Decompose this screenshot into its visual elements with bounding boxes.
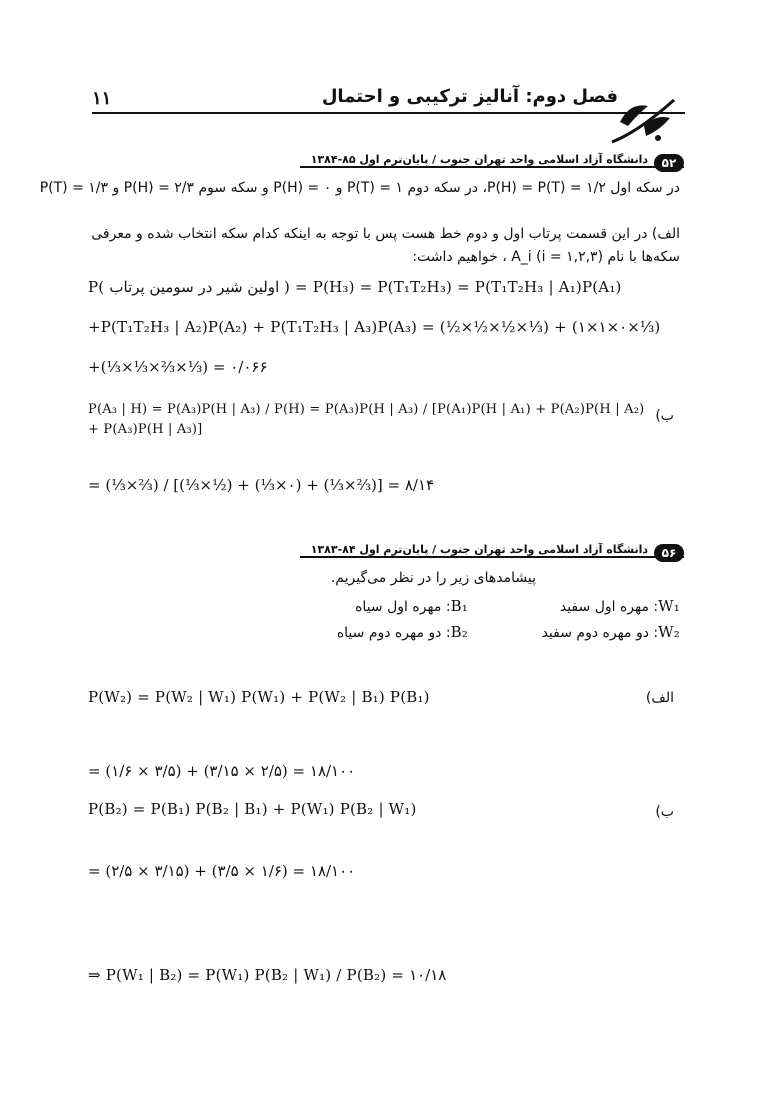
question-56-header [300, 538, 684, 560]
question-52-source: دانشگاه آزاد اسلامی واحد تهران جنوب / پایان‌ترم اول ۸۵-۱۳۸۴ [310, 153, 648, 166]
q52-part-b-label: ب) [655, 408, 674, 424]
question-52-number: ۵۲ [654, 154, 684, 172]
q56-part-a-label: الف) [645, 690, 674, 706]
event-w1: W₁: مهره اول سفید [559, 597, 680, 615]
q52-equation-1: P( اولین شیر در سومین پرتاب ) = P(H₃) = P(T₁T₂H₃) = P(T₁T₂H₃ | A₁)P(A₁) [88, 278, 622, 296]
question-52-header [300, 148, 684, 170]
event-w2: W₂: دو مهره دوم سفید [541, 623, 680, 641]
q56-equation-a2: = (۱/۶ × ۳/۵) + (۳/۱۵ × ۲/۵) = ۱۸/۱۰۰ [88, 762, 356, 780]
q52-equation-3: +(⅓×⅓×⅔×⅓) = ۰/۰۶۶ [88, 358, 268, 376]
q52-intro: در سکه اول ۱/۲ = P(H) = P(T)، در سکه دوم ۱ = P(T) و ۰ = P(H) و سکه سوم ۲/۳ = P(H) و ۱/۳ = P(T) [39, 180, 680, 196]
q56-equation-b2: = (۲/۵ × ۳/۱۵) + (۳/۵ × ۱/۶) = ۱۸/۱۰۰ [88, 862, 356, 880]
event-w1-label: : مهره اول سفید [559, 599, 659, 615]
question-56-source: دانشگاه آزاد اسلامی واحد تهران جنوب / پایان‌ترم اول ۸۴-۱۳۸۳ [310, 543, 648, 556]
q56-equation-b3: ⇒ P(W₁ | B₂) = P(W₁) P(B₂ | W₁) / P(B₂) = ۱۰/۱۸ [88, 966, 447, 984]
q56-intro: پیشامدهای زیر را در نظر می‌گیریم. [330, 570, 536, 586]
event-w2-label: : دو مهره دوم سفید [541, 625, 659, 641]
q52-equation-5: = (⅓×⅔) / [(⅓×½) + (⅓×۰) + (⅓×⅔)] = ۸/۱۴ [88, 476, 435, 494]
q52-equation-4: P(A₃ | H) = P(A₃)P(H | A₃) / P(H) = P(A₃)P(H | A₃) / [P(A₁)P(H | A₁) + P(A₂)P(H | A₂) + P(A₃)P(H | A₃)] [88, 402, 645, 437]
q56-equation-a1: P(W₂) = P(W₂ | W₁) P(W₁) + P(W₂ | B₁) P(B₁) [88, 688, 430, 706]
q52-part-a-line1: الف) در این قسمت پرتاب اول و دوم خط هست پس با توجه به اینکه کدام سکه انتخاب شده و معرفی [91, 226, 680, 242]
question-56-number: ۵۶ [654, 544, 684, 562]
q56-equation-b1: P(B₂) = P(B₁) P(B₂ | B₁) + P(W₁) P(B₂ | W₁) [88, 800, 417, 818]
event-b2-label: : دو مهره دوم سیاه [336, 625, 451, 641]
event-b1: B₁: مهره اول سیاه [355, 597, 468, 615]
event-b1-label: : مهره اول سیاه [355, 599, 451, 615]
book-logo-icon [608, 92, 678, 148]
q56-part-b-label: ب) [655, 804, 674, 820]
q52-equation-2: +P(T₁T₂H₃ | A₂)P(A₂) + P(T₁T₂H₃ | A₃)P(A₃) = (½×½×½×⅓) + (۱×۱×۰×⅓) [88, 318, 661, 336]
chapter-title: فصل دوم: آنالیز ترکیبی و احتمال [321, 86, 618, 107]
page-number: ۱۱ [92, 88, 112, 109]
event-b2: B₂: دو مهره دوم سیاه [336, 623, 468, 641]
q52-part-a-line2: سکه‌ها با نام (i = ۱,۲,۳) A_i ، خواهیم داشت: [412, 249, 680, 265]
header-rule [92, 112, 685, 114]
